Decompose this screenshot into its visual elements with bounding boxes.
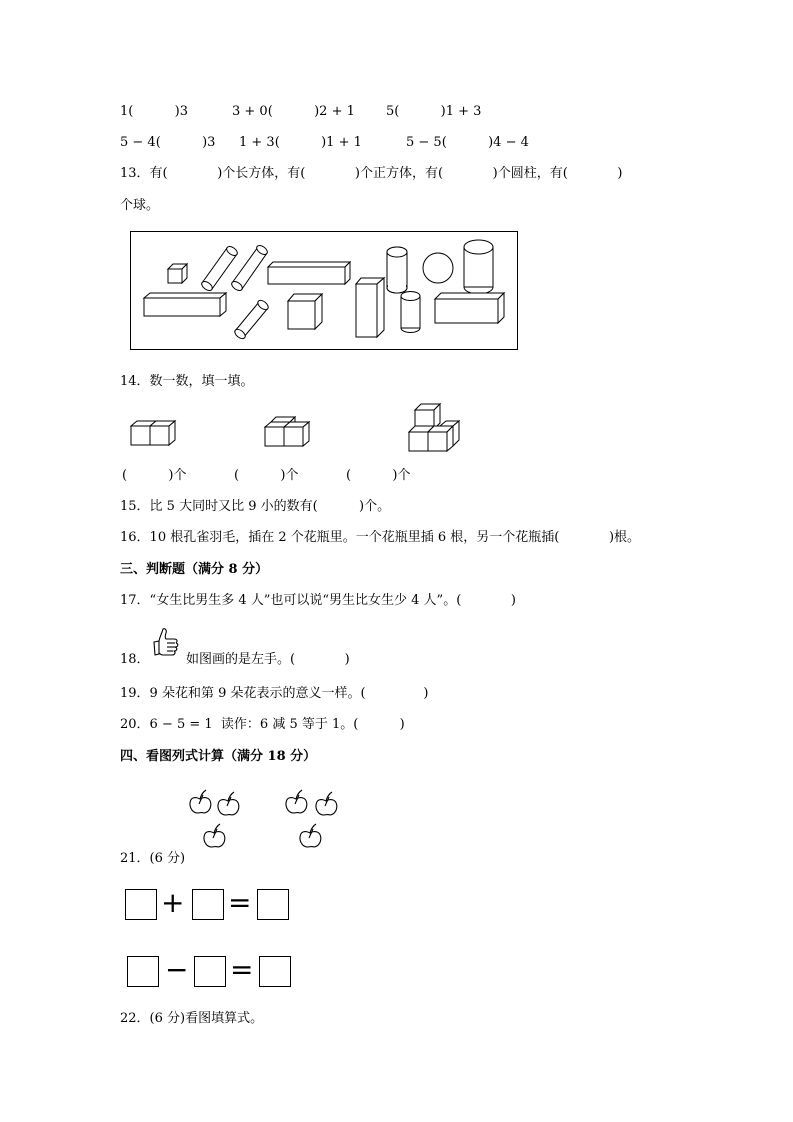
cylinder-standing-3-icon xyxy=(401,292,420,333)
q18-text: 如图画的是左手。( ) xyxy=(186,652,350,667)
q14-text: 14．数一数，填一填。 xyxy=(120,374,254,389)
thumbs-up-icon xyxy=(152,627,182,659)
q17: 17．“女生比男生多 4 人”也可以说“男生比女生少 4 人”。( ) xyxy=(120,593,516,608)
long-cuboid-3-icon xyxy=(435,293,504,323)
answer-box-2[interactable] xyxy=(192,889,224,920)
section3-heading: 三、判断题（满分 8 分） xyxy=(120,562,269,577)
compare-item-5: 1 + 3( )1 + 1 xyxy=(239,135,362,150)
compare-item-1: 1( )3 xyxy=(120,104,189,119)
answer-box-6[interactable] xyxy=(259,956,291,987)
shapes-figure xyxy=(130,231,518,350)
compare-item-6: 5 − 5( )4 − 4 xyxy=(406,135,529,150)
compare-item-2: 3 + 0( )2 + 1 xyxy=(232,104,355,119)
q13-line2: 个球。 xyxy=(120,198,160,213)
apple-icon xyxy=(190,790,211,813)
apple-icon xyxy=(300,824,321,847)
q18-number: 18． xyxy=(120,652,150,667)
compare-item-3: 5( )1 + 3 xyxy=(386,104,482,119)
q19: 19．9 朵花和第 9 朵花表示的意义一样。( ) xyxy=(120,686,429,701)
answer-box-5[interactable] xyxy=(194,956,226,987)
cylinder-standing-1-icon xyxy=(387,247,407,293)
apple-icon xyxy=(218,792,239,815)
minus-sign: − xyxy=(165,953,189,986)
apple-icon xyxy=(286,790,307,813)
equals-sign: = xyxy=(230,953,254,986)
long-cuboid-2-icon xyxy=(144,293,226,316)
cubes-group-2 xyxy=(264,415,314,449)
cube-icon xyxy=(288,294,322,329)
q14-answer-3: ( )个 xyxy=(346,468,411,483)
ball-icon xyxy=(423,253,453,283)
cylinder-standing-2-icon xyxy=(464,240,493,294)
apple-icon xyxy=(316,792,337,815)
cubes-group-1 xyxy=(130,418,180,448)
q14-answer-1: ( )个 xyxy=(122,468,187,483)
answer-box-4[interactable] xyxy=(127,956,159,987)
section4-heading: 四、看图列式计算（满分 18 分） xyxy=(120,749,317,764)
q14-answer-2: ( )个 xyxy=(234,468,299,483)
q20: 20．6 − 5 = 1 读作：6 减 5 等于 1。( ) xyxy=(120,717,405,732)
q22: 22．(6 分)看图填算式。 xyxy=(120,1011,264,1026)
q21: 21．(6 分) xyxy=(120,851,186,866)
long-cuboid-1-icon xyxy=(268,262,350,284)
q15: 15．比 5 大同时又比 9 小的数有( )个。 xyxy=(120,499,391,514)
apple-icon xyxy=(204,824,225,847)
plus-sign: + xyxy=(161,886,185,919)
cubes-group-3 xyxy=(408,402,464,452)
q16: 16．10 根孔雀羽毛，插在 2 个花瓶里。一个花瓶里插 6 根，另一个花瓶插( )根。 xyxy=(120,530,641,545)
q13-line1: 13．有( )个长方体，有( )个正方体，有( )个圆柱，有( ) xyxy=(120,166,623,181)
equals-sign: = xyxy=(228,886,252,919)
apples-figure xyxy=(185,782,350,854)
tall-cuboid-icon xyxy=(356,278,384,337)
cylinder-diag-3-icon xyxy=(233,299,270,341)
small-cube-icon xyxy=(168,264,187,283)
answer-box-1[interactable] xyxy=(125,889,157,920)
compare-item-4: 5 − 4( )3 xyxy=(120,135,216,150)
answer-box-3[interactable] xyxy=(257,889,289,920)
